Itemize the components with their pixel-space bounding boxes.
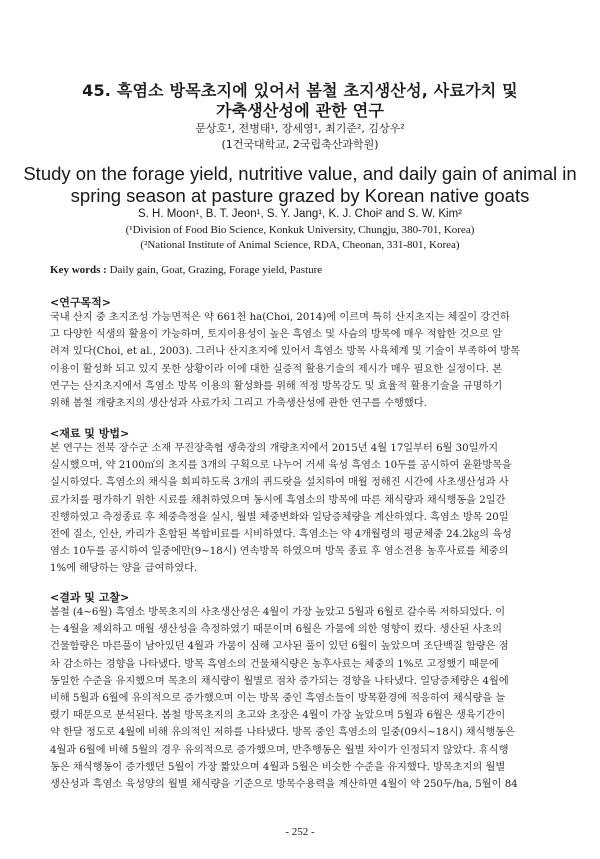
title-english-line1: Study on the forage yield, nutritive value, and daily gain of animal in	[23, 163, 577, 184]
results-line: 봄철 (4~6월) 흑염소 방목초지의 사초생산성은 4월이 가장 높았고 5월과 6월로 갈수록 저하되었다. 이	[50, 607, 506, 618]
results-line: 는 4월을 제외하고 매월 생산성을 측정하였기 때문이며 6월은 가뭄에 의한 영향이 컸다. 생산된 사초의	[50, 624, 502, 636]
section-heading-purpose: <연구목적>	[50, 296, 111, 309]
affiliation-korean: (1건국대학교, 2국립축산과학원)	[221, 138, 379, 151]
methods-paragraph	[50, 440, 550, 578]
results-line: 동은 채식행동이 증가했던 5월이 가장 짧았으며 4월과 5월은 비슷한 수준을 유지했다. 방목초지의 월별	[50, 761, 506, 773]
purpose-line: 이용이 활성화 되고 있지 못한 상황이라 이에 대한 실증적 활용기술의 제시가 매우 필요한 실정이다. 본	[50, 363, 503, 375]
keywords-text: Daily gain, Goat, Grazing, Forage yield, Pasture	[106, 264, 323, 276]
section-heading-results: <결과 및 고찰>	[50, 591, 130, 604]
purpose-line: 위해 봄철 개량초지의 생산성과 사료가치 그리고 가축생산성에 관한 연구를 수행했다.	[50, 397, 427, 409]
methods-line: 1%에 해당하는 양을 급여하였다.	[50, 563, 198, 575]
results-line: 렸기 때문으로 분석된다. 봄철 방목초지의 초고와 초장은 4월이 가장 높았으며 5월과 6월은 생육기간이	[50, 710, 506, 722]
title-korean-line2: 가축생산성에 관한 연구	[215, 101, 385, 120]
section-heading-methods: <재료 및 방법>	[50, 427, 130, 440]
affiliation-english-line2: (²National Institute of Animal Science, RDA, Cheonan, 331-801, Korea)	[140, 239, 460, 251]
results-line: 건물함량은 마른풀이 남아있던 4월과 가뭄이 심해 고사된 풀이 있던 6월이 높았으며 조단백질 함량은 점	[50, 641, 509, 653]
authors-korean: 문상호¹, 전병태¹, 장세영¹, 최기준², 김상우²	[195, 122, 405, 135]
purpose-line: 국내 산지 중 초지조성 가능면적은 약 661천 ha(Choi, 2014)에 이르며 특히 산지초지는 체질이 강건하	[50, 312, 510, 323]
methods-line: 염소 10두를 공시하여 일중에만(9~18시) 연속방목 하였으며 방목 종료 후 염소전용 농후사료를 체중의	[50, 546, 509, 558]
results-line: 4월과 6월에 비해 5월의 경우 유의적으로 증가했으며, 반추행동은 월별 차이가 인정되지 않았다. 휴식행	[50, 744, 509, 756]
methods-line: 진행하였고 측정종료 후 체중측정을 실시, 월별 체중변화와 일당증체량을 계산하였다. 흑염소 방목 20일	[50, 511, 509, 523]
methods-line: 본 연구는 전북 장수군 소재 무진장축협 생축장의 개량초지에서 2015년 4월 17일부터 6월 30일까지	[50, 443, 499, 454]
methods-line: 료가치를 평가하기 위한 시료를 채취하였으며 동시에 흑염소의 방목에 따른 채식량과 채식행동을 2일간	[50, 494, 506, 506]
purpose-line: 연구는 산지초지에서 흑염소 방목 이용의 활성화를 위해 적정 방목강도 및 효율적 활용기술을 규명하기	[50, 380, 503, 392]
keywords	[50, 264, 322, 276]
methods-line: 실시했으며, 약 2100㎡의 초지를 3개의 구획으로 나누어 거세 육성 흑염소 10두를 공시하여 윤환방목을	[50, 460, 512, 472]
results-line: 동일한 수준을 유지했으며 목초의 채식량이 월별로 점차 증가되는 경향을 나타냈다. 일당증체량은 4월에	[50, 675, 509, 687]
page-number: - 252 -	[285, 826, 315, 838]
purpose-paragraph	[50, 309, 550, 412]
affiliation-english-line1: (¹Division of Food Bio Science, Konkuk University, Chungju, 380-701, Korea)	[125, 224, 475, 236]
results-line: 차 감소하는 경향을 나타냈다. 방목 흑염소의 건물채식량은 농후사료는 체중의 1%로 고정했기 때문에	[50, 658, 499, 670]
methods-line: 전에 질소, 인산, 카리가 혼합된 복합비료를 시비하였다. 흑염소는 약 4개월령의 평균체중 24.2㎏의 육성	[50, 528, 512, 540]
authors-english: S. H. Moon¹, B. T. Jeon¹, S. Y. Jang¹, K. J. Choi² and S. W. Kim²	[137, 208, 463, 220]
methods-line: 실시하였다. 흑염소의 채식을 회피하도록 3개의 퀴드랏을 설치하여 매월 정해진 시간에 사초생산성과 사	[50, 477, 509, 489]
title-korean-line1: 45. 흑염소 방목초지에 있어서 봄철 초지생산성, 사료가치 및	[82, 81, 518, 100]
results-line: 약 한달 정도로 4월에 비해 유의적인 저하를 나타냈다. 방목 중인 흑염소의 일중(09시~18시) 채식행동은	[50, 727, 515, 739]
results-line: 생산성과 흑염소 육성양의 월별 채식량을 기준으로 방목수용력을 계산하면 4월이 약 250두/ha, 5월이 84	[50, 778, 518, 790]
results-line: 비해 5월과 6월에 유의적으로 증가했으며 이는 방목 중인 흑염소들이 방목환경에 적응하여 채식량을 늘	[50, 692, 506, 704]
title-english-line2: spring season at pasture grazed by Korean native goats	[70, 185, 530, 206]
results-paragraph	[50, 604, 550, 793]
purpose-line: 려져 있다(Choi, et al., 2003). 그러나 산지초지에 있어서 흑염소 방목 사육체계 및 기술이 부족하여 방목	[50, 346, 520, 358]
keywords-label: Key words :	[50, 264, 107, 276]
purpose-line: 고 다양한 식생의 활용이 가능하며, 토지이용성이 높은 흑염소 및 사슴의 방목에 매우 적합한 것으로 알	[50, 329, 503, 341]
